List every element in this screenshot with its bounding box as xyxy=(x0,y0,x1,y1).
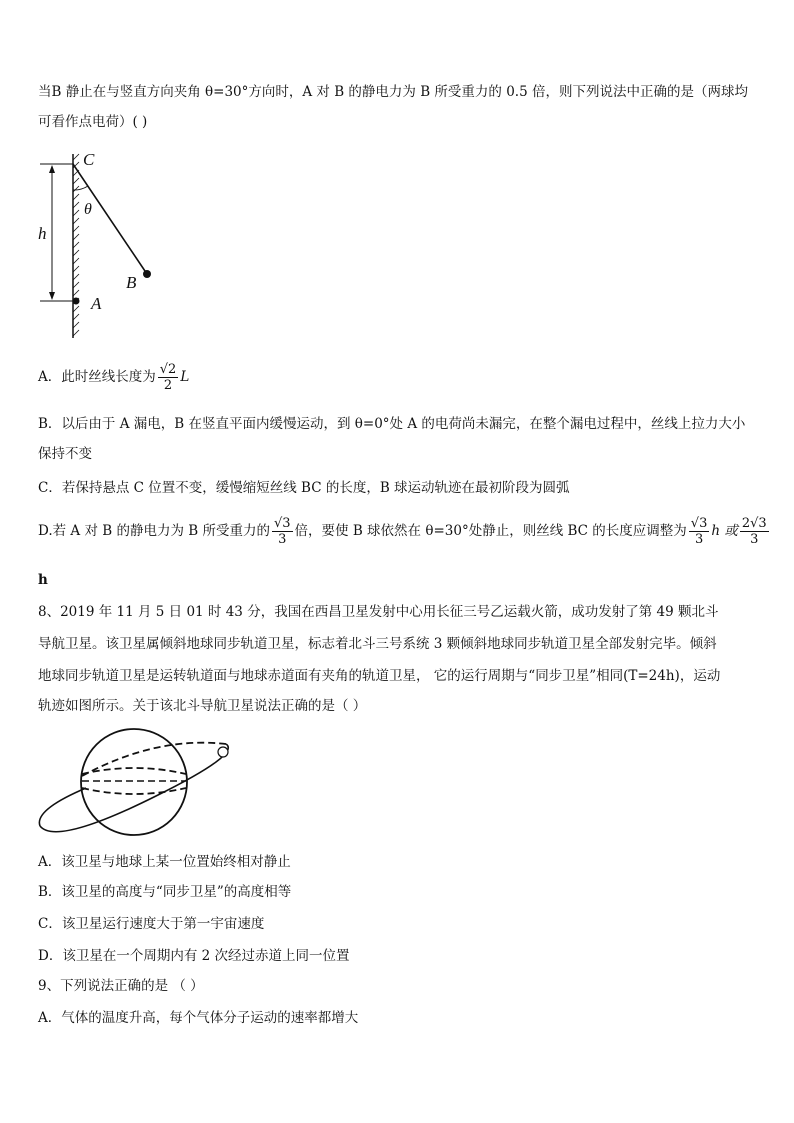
q7-option-d-line2: h xyxy=(38,572,48,588)
q7-option-d: D.若 A 对 B 的静电力为 B 所受重力的 $\frac{√3}{3}$ 倍，要使 B 球依然在 θ=30°处静止，则丝线 BC 的长度应调整为 $\frac{√3}{3}$ h 或 $\frac{2√3}{3}$ xyxy=(38,516,767,547)
label-a: A xyxy=(91,294,102,313)
label-b: B xyxy=(126,273,137,292)
label-theta: θ xyxy=(84,201,92,218)
q8-stem-line4: 轨迹如图所示。关于该北斗导航卫星说法正确的是（ ） xyxy=(38,698,367,714)
q7-stem-line2: 可看作点电荷）( ) xyxy=(38,114,148,130)
q8-stem-line1: 8、2019 年 11 月 5 日 01 时 43 分，我国在西昌卫星发射中心用长征三号乙运载火箭，成功发射了第 49 颗北斗 xyxy=(38,604,719,620)
q8-orbit-figure xyxy=(36,726,236,846)
q8-option-c: C．该卫星运行速度大于第一宇宙速度 xyxy=(38,916,265,932)
q8-stem-line2: 导航卫星。该卫星属倾斜地球同步轨道卫星，标志着北斗三号系统 3 颗倾斜地球同步轨道卫星全部发射完毕。倾斜 xyxy=(38,636,717,652)
q8-option-d: D．该卫星在一个周期内有 2 次经过赤道上同一位置 xyxy=(38,948,350,964)
q7-figure xyxy=(38,146,178,346)
q8-option-b: B．该卫星的高度与“同步卫星”的高度相等 xyxy=(38,884,292,900)
q8-option-a: A．该卫星与地球上某一位置始终相对静止 xyxy=(38,854,291,870)
q7-option-b-line2: 保持不变 xyxy=(38,446,92,462)
label-c: C xyxy=(83,150,95,169)
label-h: h xyxy=(38,224,47,243)
q7-stem-line1: 当B 静止在与竖直方向夹角 θ=30°方向时，A 对 B 的静电力为 B 所受重力的 0.5 倍，则下列说法中正确的是（两球均 xyxy=(38,84,748,100)
q9-option-a: A．气体的温度升高，每个气体分子运动的速率都增大 xyxy=(38,1010,359,1026)
q8-stem-line3: 地球同步轨道卫星是运转轨道面与地球赤道面有夹角的轨道卫星， 它的运行周期与“同步卫星”相同(T=24h)，运动 xyxy=(38,668,721,684)
q7-option-c: C．若保持悬点 C 位置不变，缓慢缩短丝线 BC 的长度，B 球运动轨迹在最初阶段为圆弧 xyxy=(38,480,570,496)
q7-option-b-line1: B．以后由于 A 漏电，B 在竖直平面内缓慢运动，到 θ=0°处 A 的电荷尚未漏完，在整个漏电过程中，丝线上拉力大小 xyxy=(38,416,746,432)
q7-option-a: A．此时丝线长度为 $\frac{√2}{2}$ L xyxy=(38,362,190,393)
q9-stem: 9、下列说法正确的是 （ ） xyxy=(38,978,204,994)
